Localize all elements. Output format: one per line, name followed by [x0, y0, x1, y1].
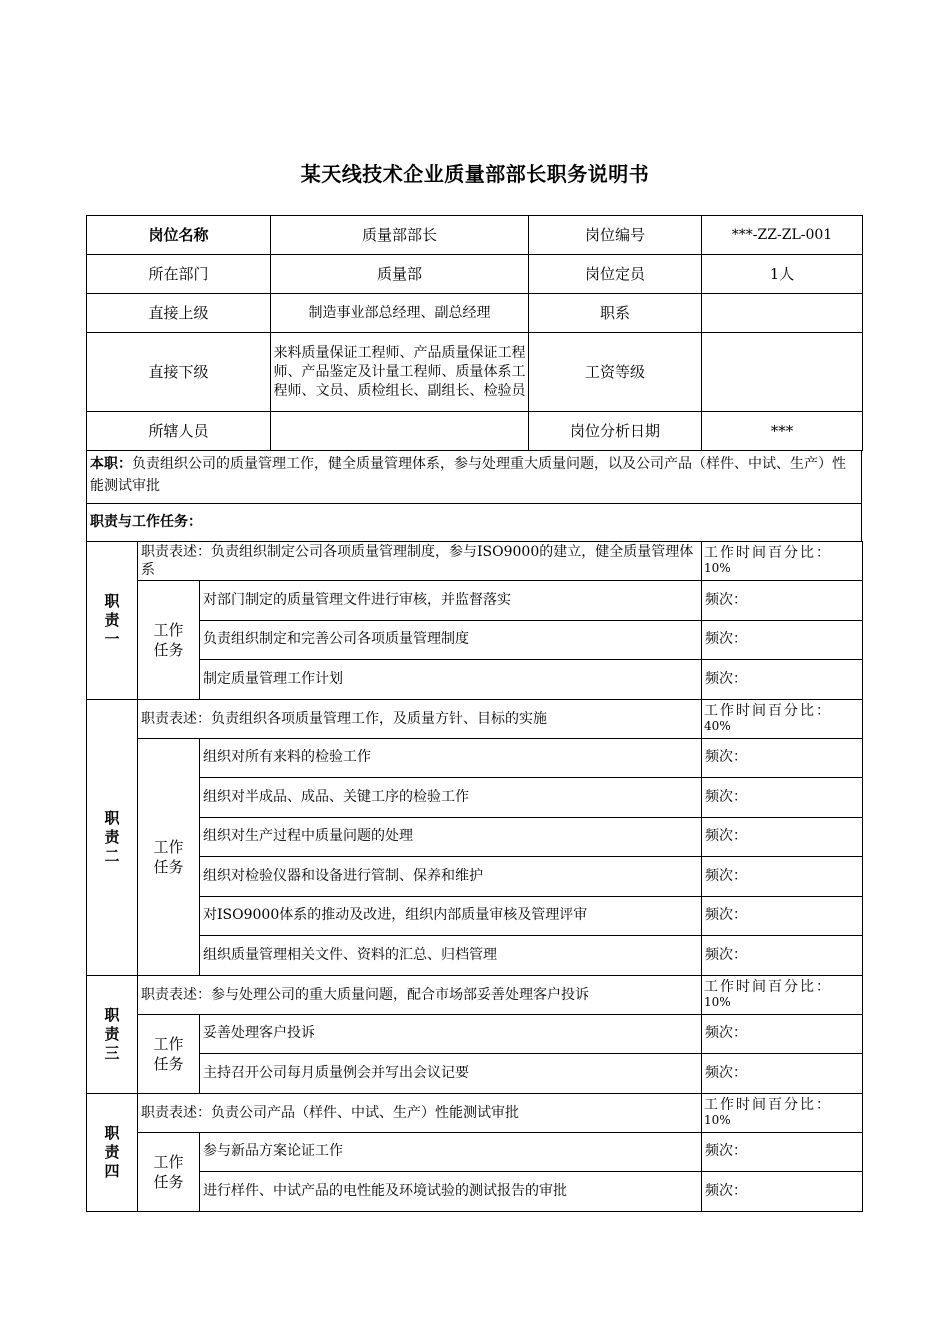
time-percentage-value: 40%: [704, 718, 731, 733]
value-staff-managed: [271, 412, 529, 451]
task-label: [138, 581, 200, 700]
task-frequency: 频次：: [702, 1054, 863, 1094]
task-frequency: 频次：: [702, 1172, 863, 1212]
task-row: [87, 1172, 863, 1212]
duty-description-row: [87, 1093, 863, 1132]
summary-label: 本职：: [90, 456, 132, 472]
task-row: [87, 1054, 863, 1094]
time-percentage-label: 工作时间百分比：: [704, 702, 833, 719]
duty-description-row: [87, 542, 863, 581]
label-position-code: 岗位编号: [529, 216, 702, 255]
value-position-code: ***-ZZ-ZL-001: [702, 216, 863, 255]
duty-name-char: 责: [104, 827, 120, 846]
label-direct-superior: 直接上级: [87, 294, 271, 333]
task-row: [87, 778, 863, 818]
job-summary: [87, 451, 862, 504]
duty-time-percentage: [702, 699, 863, 738]
task-frequency: 频次：: [702, 1014, 863, 1054]
label-analysis-date: 岗位分析日期: [529, 412, 702, 451]
duties-header: 职责与工作任务：: [87, 504, 862, 542]
task-text: 组织对生产过程中质量问题的处理: [200, 817, 702, 857]
task-label: [138, 1132, 200, 1211]
label-position-name: 岗位名称: [87, 216, 271, 255]
duties-table: [86, 541, 863, 1212]
task-row: [87, 620, 863, 660]
duty-description: 职责表述：参与处理公司的重大质量问题，配合市场部妥善处理客户投诉: [138, 975, 702, 1014]
task-row: [87, 660, 863, 700]
task-row: [87, 896, 863, 936]
time-percentage-value: 10%: [704, 561, 731, 575]
task-frequency: 频次：: [702, 738, 863, 778]
task-label: [138, 1014, 200, 1093]
task-text: 进行样件、中试产品的电性能及环境试验的测试报告的审批: [200, 1172, 702, 1212]
task-label-text: 工作任务: [153, 620, 184, 659]
task-label-text: 工作任务: [153, 1034, 184, 1073]
task-row: [87, 817, 863, 857]
task-text: 对ISO9000体系的推动及改进，组织内部质量审核及管理评审: [200, 896, 702, 936]
task-text: 主持召开公司每月质量例会并写出会议记要: [200, 1054, 702, 1094]
task-frequency: 频次：: [702, 660, 863, 700]
duty-description-row: [87, 699, 863, 738]
duty-name: [87, 699, 138, 975]
task-row: [87, 857, 863, 897]
task-text: 组织对检验仪器和设备进行管制、保养和维护: [200, 857, 702, 897]
duty-name-char: 二: [104, 846, 120, 865]
duty-description-row: [87, 975, 863, 1014]
label-salary-grade: 工资等级: [529, 333, 702, 412]
value-analysis-date: ***: [702, 412, 863, 451]
duty-name-char: 责: [104, 610, 120, 629]
task-frequency: 频次：: [702, 896, 863, 936]
time-percentage-label: 工作时间百分比：: [704, 1096, 833, 1113]
label-headcount: 岗位定员: [529, 255, 702, 294]
value-direct-subordinates: 来料质量保证工程师、产品质量保证工程师、产品鉴定及计量工程师、质量体系工程师、文员、质检组长、副组长、检验员: [271, 333, 529, 412]
task-row: [87, 1132, 863, 1172]
duty-name: [87, 542, 138, 700]
summary-table: [86, 450, 862, 542]
task-label-text: 工作任务: [153, 1152, 184, 1191]
info-table: [86, 215, 863, 451]
value-direct-superior: 制造事业部总经理、副总经理: [271, 294, 529, 333]
duty-name-char: 职: [104, 1005, 120, 1024]
time-percentage-label: 工作时间百分比：: [704, 978, 833, 995]
duty-description: 职责表述：负责组织制定公司各项质量管理制度，参与ISO9000的建立，健全质量管理体系: [138, 542, 702, 581]
task-label-text: 工作任务: [153, 837, 184, 876]
task-text: 参与新品方案论证工作: [200, 1132, 702, 1172]
time-percentage-value: 10%: [704, 994, 731, 1009]
value-position-name: 质量部部长: [271, 216, 529, 255]
duty-name-char: 职: [104, 1123, 120, 1142]
task-text: 组织对半成品、成品、关键工序的检验工作: [200, 778, 702, 818]
task-text: 负责组织制定和完善公司各项质量管理制度: [200, 620, 702, 660]
task-frequency: 频次：: [702, 936, 863, 976]
duty-name-char: 责: [104, 1024, 120, 1043]
value-salary-grade: [702, 333, 863, 412]
task-row: [87, 738, 863, 778]
value-headcount: 1人: [702, 255, 863, 294]
task-frequency: 频次：: [702, 778, 863, 818]
task-text: 妥善处理客户投诉: [200, 1014, 702, 1054]
task-row: [87, 581, 863, 621]
duty-time-percentage: [702, 542, 863, 581]
task-row: [87, 936, 863, 976]
label-department: 所在部门: [87, 255, 271, 294]
task-text: 组织对所有来料的检验工作: [200, 738, 702, 778]
task-text: 对部门制定的质量管理文件进行审核，并监督落实: [200, 581, 702, 621]
label-direct-subordinates: 直接下级: [87, 333, 271, 412]
value-job-family: [702, 294, 863, 333]
task-frequency: 频次：: [702, 1132, 863, 1172]
time-percentage-label: 工作时间百分比：: [704, 545, 833, 561]
summary-text: 负责组织公司的质量管理工作，健全质量管理体系，参与处理重大质量问题，以及公司产品（样件、中试、生产）性能测试审批: [90, 456, 846, 494]
task-frequency: 频次：: [702, 620, 863, 660]
time-percentage-value: 10%: [704, 1112, 731, 1127]
task-text: 组织质量管理相关文件、资料的汇总、归档管理: [200, 936, 702, 976]
duty-name-char: 一: [104, 629, 120, 648]
task-frequency: 频次：: [702, 857, 863, 897]
label-staff-managed: 所辖人员: [87, 412, 271, 451]
duty-name-char: 三: [104, 1043, 120, 1062]
duty-name: [87, 1093, 138, 1211]
duty-name: [87, 975, 138, 1093]
duty-name-char: 责: [104, 1142, 120, 1161]
duty-name-char: 职: [104, 591, 120, 610]
duty-time-percentage: [702, 1093, 863, 1132]
duty-time-percentage: [702, 975, 863, 1014]
duty-name-char: 四: [104, 1161, 120, 1180]
task-frequency: 频次：: [702, 581, 863, 621]
task-label: [138, 738, 200, 975]
task-text: 制定质量管理工作计划: [200, 660, 702, 700]
duty-description: 职责表述：负责公司产品（样件、中试、生产）性能测试审批: [138, 1093, 702, 1132]
value-department: 质量部: [271, 255, 529, 294]
job-description-table: [86, 215, 862, 1212]
task-frequency: 频次：: [702, 817, 863, 857]
task-row: [87, 1014, 863, 1054]
duty-name-char: 职: [104, 808, 120, 827]
label-job-family: 职系: [529, 294, 702, 333]
document-title: 某天线技术企业质量部部长职务说明书: [300, 162, 650, 186]
duty-description: 职责表述：负责组织各项质量管理工作，及质量方针、目标的实施: [138, 699, 702, 738]
